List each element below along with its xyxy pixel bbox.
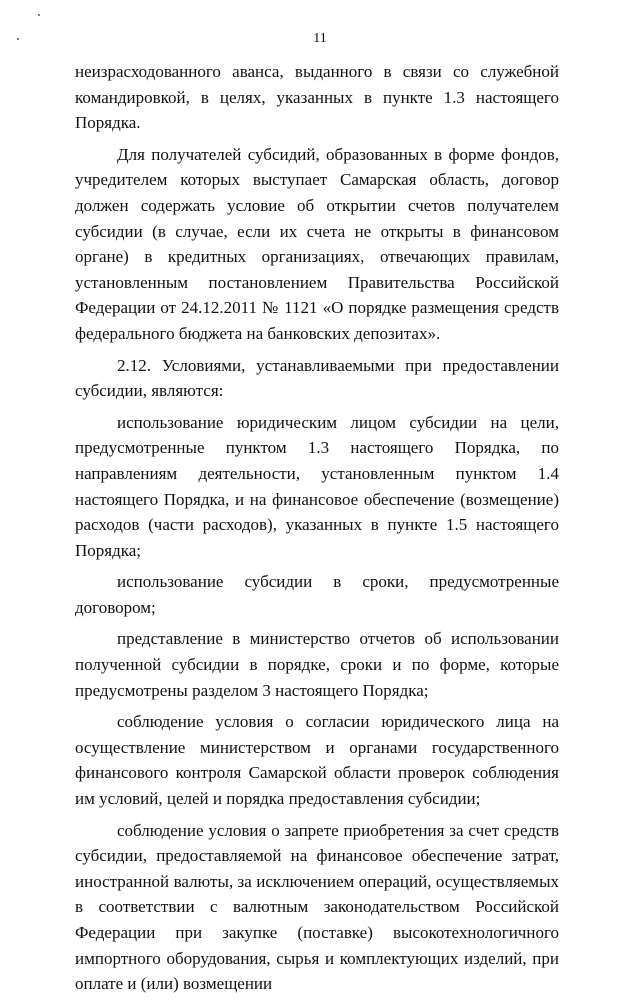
paragraph-continuation: неизрасходованного аванса, выданного в связи со служебной командировкой, в целях, указанных в пункте 1.3 настоящего Порядка.	[75, 62, 559, 133]
paragraph-condition-currency: соблюдение условия о запрете приобретения за счет средств субсидии, предоставляемой на финансовое обеспечение затрат, иностранной валюты, за исключением операций, осуществляемых в соответствии с валютным законодательством Российской Федерации при закупке (поставке) высокотехнологичного импортного оборудования, сырья и комплектующих изделий, при оплате и (или) возмещении	[75, 820, 559, 994]
paragraph-condition-use: использование юридическим лицом субсидии на цели, предусмотренные пунктом 1.3 настоящего Порядка, по направлениям деятельности, установленным пунктом 1.4 настоящего Порядка, и на финансовое обеспечение (возмещение) расходов (части расходов), указанных в пункте 1.5 настоящего Порядка;	[75, 412, 559, 560]
paragraph-section-2-12: 2.12. Условиями, устанавливаемыми при предоставлении субсидии, являются:	[75, 355, 559, 401]
paragraph-funds: Для получателей субсидий, образованных в форме фондов, учредителем которых выступает Самарская область, договор должен содержать условие об открытии счетов получателем субсидии (в случае, если их счета не открыты в финансовом органе) в кредитных организациях, отвечающих правилам, установленным постановлением Правительства Российской Федерации от 24.12.2011 № 1121 «О порядке размещения средств федерального бюджета на банковских депозитах».	[75, 144, 559, 343]
paragraph-condition-terms: использование субсидии в сроки, предусмотренные договором;	[75, 572, 559, 617]
paragraph-condition-reports: представление в министерство отчетов об использовании полученной субсидии в порядке, сроки и по форме, которые предусмотрены разделом 3 настоящего Порядка;	[75, 629, 559, 700]
page-number: 11	[313, 31, 327, 46]
paragraph-condition-consent: соблюдение условия о согласии юридического лица на осуществление министерством и органами государственного финансового контроля Самарской области проверок соблюдения им условий, целей и порядка предоставления субсидии;	[75, 712, 559, 809]
document-body	[75, 59, 559, 1003]
scan-speck	[38, 14, 40, 16]
